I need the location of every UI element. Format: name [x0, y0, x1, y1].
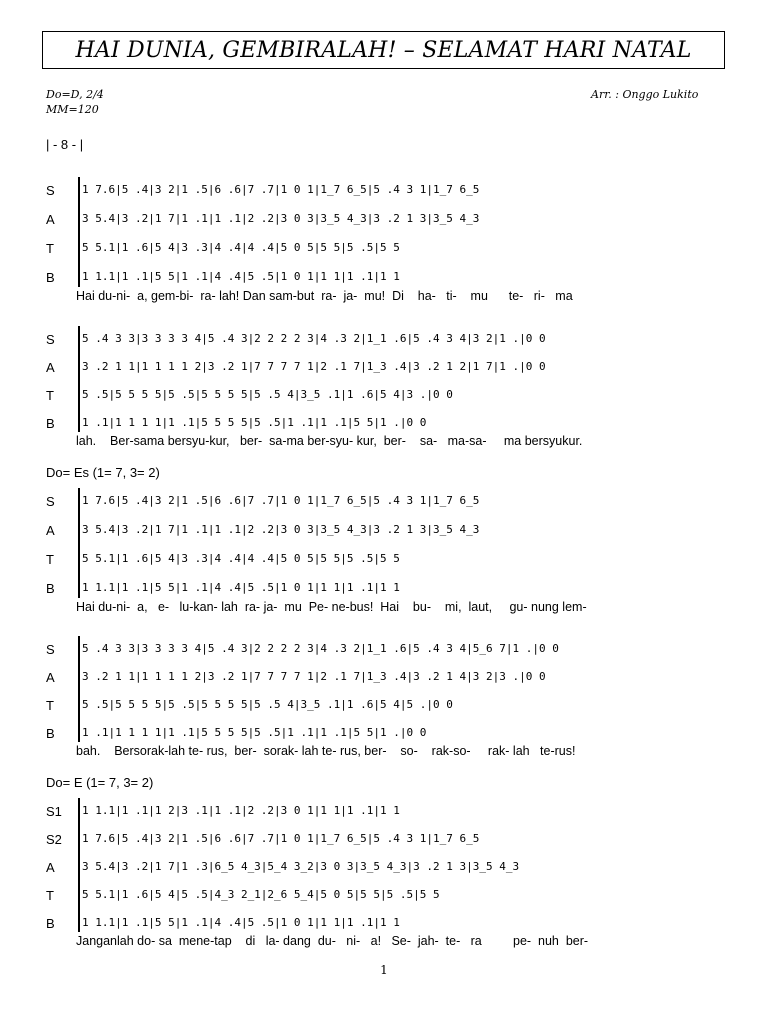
- notation-line: 1 7.6|5 .4|3 2|1 .5|6 .6|7 .7|1 0 1|1_7 6_5|5 .4 3 1|1_7 6_5: [82, 494, 480, 507]
- voice-label: S: [46, 183, 55, 198]
- tempo-marking: MM=120: [46, 103, 99, 116]
- key-change-label: Do= Es (1= 7, 3= 2): [46, 465, 160, 480]
- notation-line: 3 .2 1 1|1 1 1 1 2|3 .2 1|7 7 7 7 1|2 .1 7|1_3 .4|3 .2 1 4|3 2|3 .|0 0: [82, 670, 546, 683]
- intro-rest: | - 8 - |: [46, 137, 84, 152]
- voice-label: T: [46, 241, 54, 256]
- voice-row: [0, 235, 768, 261]
- voice-label: A: [46, 212, 55, 227]
- voice-row: [0, 692, 768, 718]
- voice-row: [0, 664, 768, 690]
- lyrics-line: Janganlah do- sa mene-tap di la- dang du- ni- a! Se- jah- te- ra pe- nuh ber-: [76, 934, 589, 948]
- notation-line: 3 .2 1 1|1 1 1 1 2|3 .2 1|7 7 7 7 1|2 .1 7|1_3 .4|3 .2 1 2|1 7|1 .|0 0: [82, 360, 546, 373]
- key-signature: Do=D, 2/4: [46, 88, 104, 101]
- notation-line: 5 5.1|1 .6|5 4|3 .3|4 .4|4 .4|5 0 5|5 5|5 .5|5 5: [82, 241, 400, 254]
- notation-line: 1 1.1|1 .1|1 2|3 .1|1 .1|2 .2|3 0 1|1 1|1 .1|1 1: [82, 804, 400, 817]
- lyrics-line: Hai du-ni- a, e- lu-kan- lah ra- ja- mu Pe- ne-bus! Hai bu- mi, laut, gu- nung lem-: [76, 600, 587, 614]
- voice-row: [0, 354, 768, 380]
- voice-label: S: [46, 494, 55, 509]
- voice-row: [0, 517, 768, 543]
- lyrics-line: bah. Bersorak-lah te- rus, ber- sorak- lah te- rus, ber- so- rak-so- rak- lah te-rus!: [76, 744, 576, 758]
- voice-row: [0, 910, 768, 936]
- voice-row: [0, 546, 768, 572]
- notation-line: 1 1.1|1 .1|5 5|1 .1|4 .4|5 .5|1 0 1|1 1|1 .1|1 1: [82, 581, 400, 594]
- voice-row: [0, 798, 768, 824]
- voice-label: T: [46, 698, 54, 713]
- voice-label: A: [46, 670, 55, 685]
- voice-row: [0, 826, 768, 852]
- voice-label: S2: [46, 832, 62, 847]
- notation-line: 3 5.4|3 .2|1 7|1 .1|1 .1|2 .2|3 0 3|3_5 4_3|3 .2 1 3|3_5 4_3: [82, 523, 480, 536]
- voice-row: [0, 410, 768, 436]
- notation-line: 3 5.4|3 .2|1 7|1 .3|6_5 4_3|5_4 3_2|3 0 3|3_5 4_3|3 .2 1 3|3_5 4_3: [82, 860, 520, 873]
- voice-label: B: [46, 270, 55, 285]
- notation-line: 5 .5|5 5 5 5|5 .5|5 5 5 5|5 .5 4|3_5 .1|1 .6|5 4|5 .|0 0: [82, 698, 453, 711]
- voice-label: A: [46, 360, 55, 375]
- voice-row: [0, 206, 768, 232]
- voice-label: S: [46, 332, 55, 347]
- arranger-credit: Arr. : Onggo Lukito: [591, 88, 699, 101]
- notation-line: 1 .1|1 1 1 1|1 .1|5 5 5 5|5 .5|1 .1|1 .1|5 5|1 .|0 0: [82, 726, 427, 739]
- voice-label: B: [46, 416, 55, 431]
- lyrics-line: lah. Ber-sama bersyu-kur, ber- sa-ma ber-syu- kur, ber- sa- ma-sa- ma bersyukur.: [76, 434, 583, 448]
- notation-line: 1 7.6|5 .4|3 2|1 .5|6 .6|7 .7|1 0 1|1_7 6_5|5 .4 3 1|1_7 6_5: [82, 832, 480, 845]
- song-title: HAI DUNIA, GEMBIRALAH! – SELAMAT HARI NATAL: [42, 31, 725, 69]
- voice-label: A: [46, 860, 55, 875]
- notation-line: 5 5.1|1 .6|5 4|5 .5|4_3 2_1|2_6 5_4|5 0 5|5 5|5 .5|5 5: [82, 888, 440, 901]
- voice-label: B: [46, 581, 55, 596]
- voice-label: A: [46, 523, 55, 538]
- key-change-label: Do= E (1= 7, 3= 2): [46, 775, 154, 790]
- voice-label: S1: [46, 804, 62, 819]
- voice-label: T: [46, 888, 54, 903]
- notation-line: 1 1.1|1 .1|5 5|1 .1|4 .4|5 .5|1 0 1|1 1|1 .1|1 1: [82, 270, 400, 283]
- notation-line: 1 .1|1 1 1 1|1 .1|5 5 5 5|5 .5|1 .1|1 .1|5 5|1 .|0 0: [82, 416, 427, 429]
- notation-line: 3 5.4|3 .2|1 7|1 .1|1 .1|2 .2|3 0 3|3_5 4_3|3 .2 1 3|3_5 4_3: [82, 212, 480, 225]
- voice-row: [0, 177, 768, 203]
- voice-row: [0, 264, 768, 290]
- notation-line: 5 .4 3 3|3 3 3 3 4|5 .4 3|2 2 2 2 3|4 .3 2|1_1 .6|5 .4 3 4|5_6 7|1 .|0 0: [82, 642, 559, 655]
- voice-row: [0, 854, 768, 880]
- lyrics-line: Hai du-ni- a, gem-bi- ra- lah! Dan sam-but ra- ja- mu! Di ha- ti- mu te- ri- ma: [76, 289, 573, 303]
- notation-line: 1 7.6|5 .4|3 2|1 .5|6 .6|7 .7|1 0 1|1_7 6_5|5 .4 3 1|1_7 6_5: [82, 183, 480, 196]
- voice-label: T: [46, 552, 54, 567]
- notation-line: 5 .4 3 3|3 3 3 3 4|5 .4 3|2 2 2 2 3|4 .3 2|1_1 .6|5 .4 3 4|3 2|1 .|0 0: [82, 332, 546, 345]
- voice-row: [0, 636, 768, 662]
- voice-label: B: [46, 916, 55, 931]
- notation-line: 5 5.1|1 .6|5 4|3 .3|4 .4|4 .4|5 0 5|5 5|5 .5|5 5: [82, 552, 400, 565]
- voice-label: T: [46, 388, 54, 403]
- notation-line: 5 .5|5 5 5 5|5 .5|5 5 5 5|5 .5 4|3_5 .1|1 .6|5 4|3 .|0 0: [82, 388, 453, 401]
- voice-row: [0, 488, 768, 514]
- voice-label: S: [46, 642, 55, 657]
- notation-line: 1 1.1|1 .1|5 5|1 .1|4 .4|5 .5|1 0 1|1 1|1 .1|1 1: [82, 916, 400, 929]
- page-number: 1: [380, 963, 388, 977]
- voice-row: [0, 382, 768, 408]
- voice-row: [0, 720, 768, 746]
- voice-label: B: [46, 726, 55, 741]
- voice-row: [0, 882, 768, 908]
- voice-row: [0, 575, 768, 601]
- voice-row: [0, 326, 768, 352]
